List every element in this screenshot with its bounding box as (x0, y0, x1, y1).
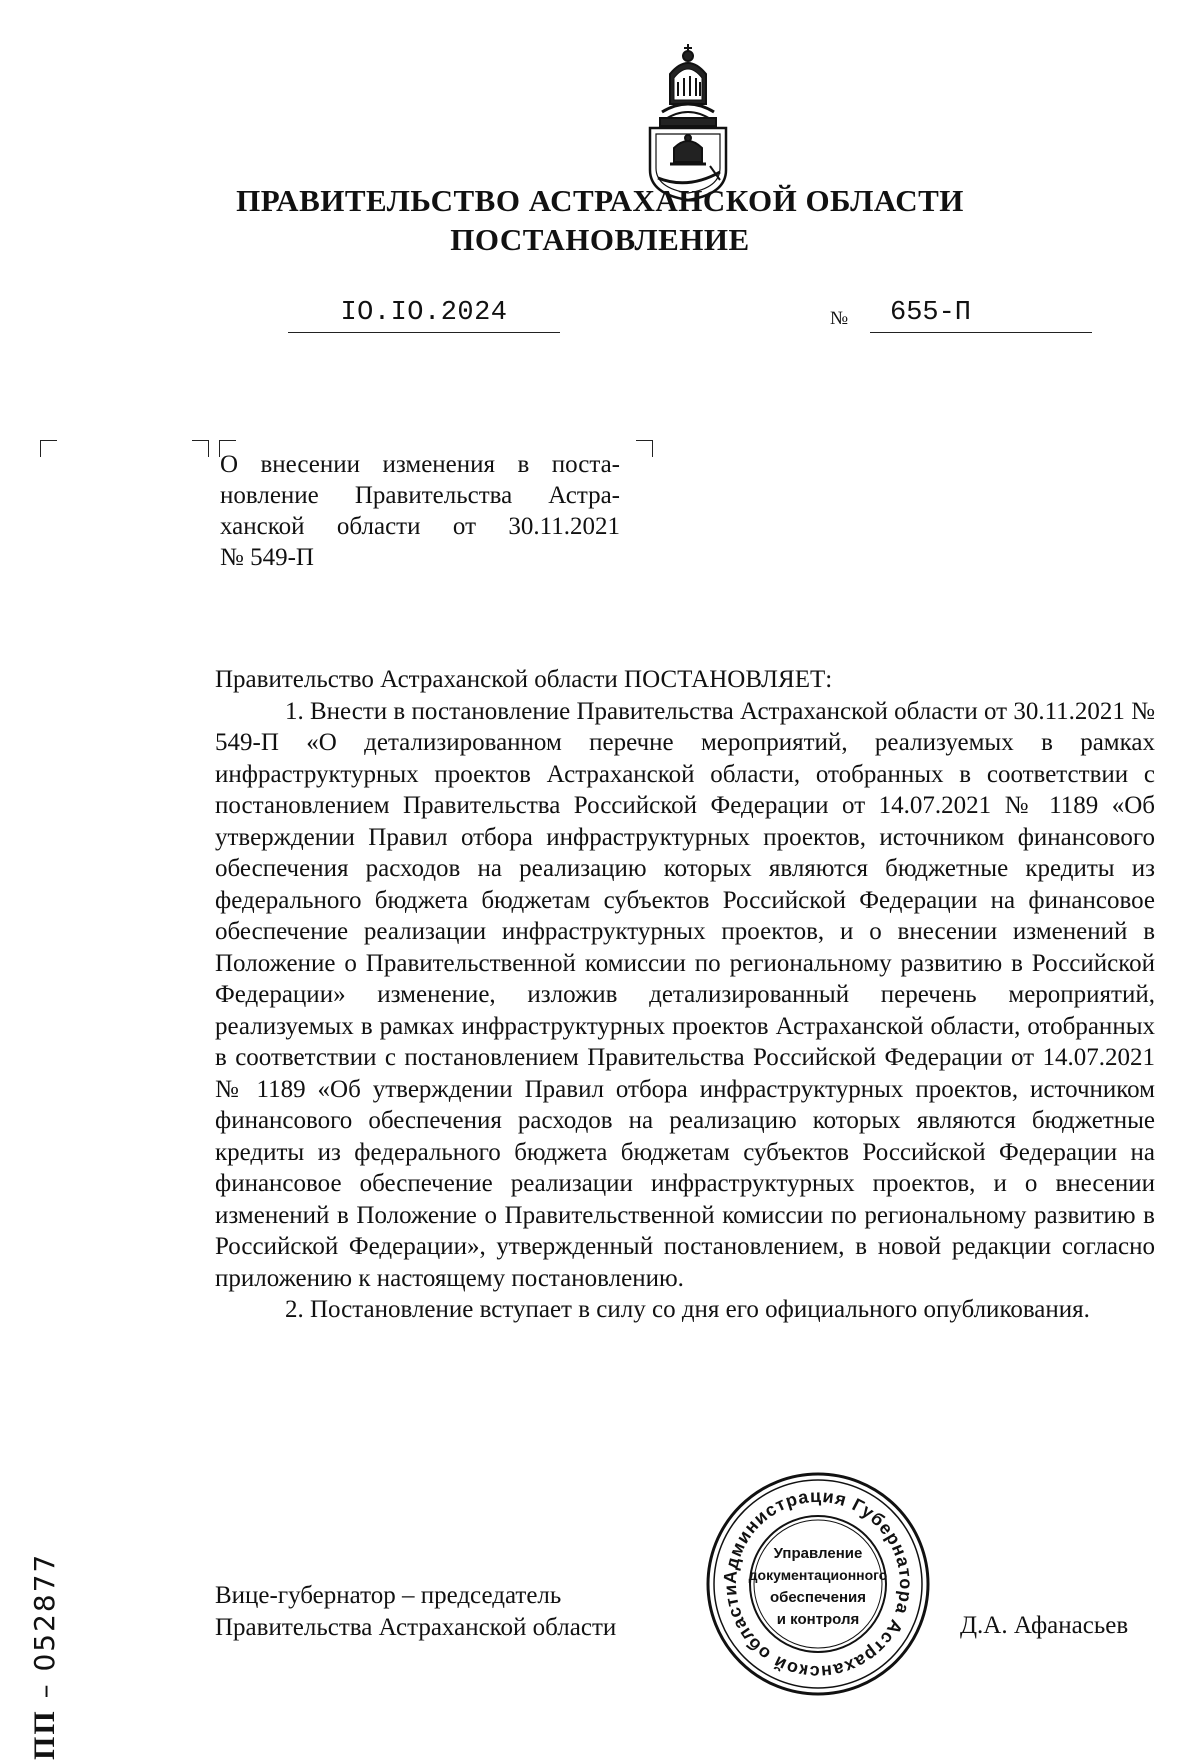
document-subject (220, 449, 620, 573)
seal-ring-text: Администрация Губернатора Астраханской области (719, 1485, 917, 1683)
corner-bracket-right (636, 440, 653, 457)
signer-title-line: Правительства Астраханской области (215, 1614, 617, 1641)
form-serial-number (28, 1520, 68, 1760)
paragraph-item-2: 2. Постановление вступает в силу со дня его официального опубликования. (285, 1296, 1090, 1323)
seal-center-line: документационного (748, 1567, 888, 1583)
number-field (870, 298, 1092, 333)
document-date: IO.IO.2024 (340, 298, 508, 328)
document-type: ПОСТАНОВЛЕНИЕ (450, 222, 750, 257)
subject-line: новление Правительства Астра- (220, 482, 620, 509)
document-number: 655-П (890, 298, 972, 328)
serial-prefix: ПП (28, 1709, 61, 1760)
subject-line: О внесении изменения в поста- (220, 451, 620, 478)
signer-title-line: Вице-губернатор – председатель (215, 1582, 562, 1609)
signer-title (215, 1580, 616, 1644)
seal-center-line: обеспечения (769, 1589, 867, 1606)
date-field (288, 298, 560, 333)
paragraph-item-1: 1. Внести в постановление Правительства Астраханской области от 30.11.2021 № 549-П «О детализированном перечне мероприятий, реализуемых в рамках инфраструктурных проектов Астраханской области, отобранных в соответствии с постановлением Правительства Российской Федерации от 14.07.2021 № 1189 «Об утверждении Правил отбора инфраструктурных проектов, источником финансового обеспечения расходов на реализацию которых являются бюджетные кредиты из федерального бюджета бюджетам субъектов Российской Федерации на финансовое обеспечение реализации инфраструктурных проектов, и о внесении изменений в Положение о Правительственной комиссии по региональному развитию в Российской Федерации» изменение, изложив детализированный перечень мероприятий, реализуемых в рамках инфраструктурных проектов Астраханской области, отобранных в соответствии с постановлением Правительства Российской Федерации от 14.07.2021 № 1189 «Об утверждении Правил отбора инфраструктурных проектов, источником финансового обеспечения расходов на реализацию которых являются бюджетные кредиты из федерального бюджета бюджетам субъектов Российской Федерации на финансовое обеспечение реализации инфраструктурных проектов, и о внесении изменений в Положение о Правительственной комиссии по региональному развитию в Российской Федерации», утвержденный постановлением, в новой редакции согласно приложению к настоящему постановлению. (215, 697, 1155, 1292)
number-sign: № (830, 308, 849, 329)
corner-bracket-mid-right (192, 440, 209, 457)
coat-of-arms-icon (640, 30, 736, 200)
serial-number: 052877 (28, 1552, 61, 1672)
serial-separator: – (28, 1671, 61, 1710)
seal-center-line: Управление (773, 1545, 863, 1562)
subject-line: № 549-П (220, 544, 314, 571)
corner-bracket-left (40, 440, 57, 457)
official-seal (704, 1470, 932, 1698)
subject-line: ханской области от 30.11.2021 (220, 513, 620, 540)
signer-name: Д.А. Афанасьев (960, 1612, 1129, 1639)
preamble: Правительство Астраханской области ПОСТАНОВЛЯЕТ: (215, 666, 833, 693)
document-body (215, 664, 1155, 1326)
government-name: ПРАВИТЕЛЬСТВО АСТРАХАНСКОЙ ОБЛАСТИ (236, 183, 964, 218)
seal-center-line: и контроля (776, 1611, 860, 1628)
